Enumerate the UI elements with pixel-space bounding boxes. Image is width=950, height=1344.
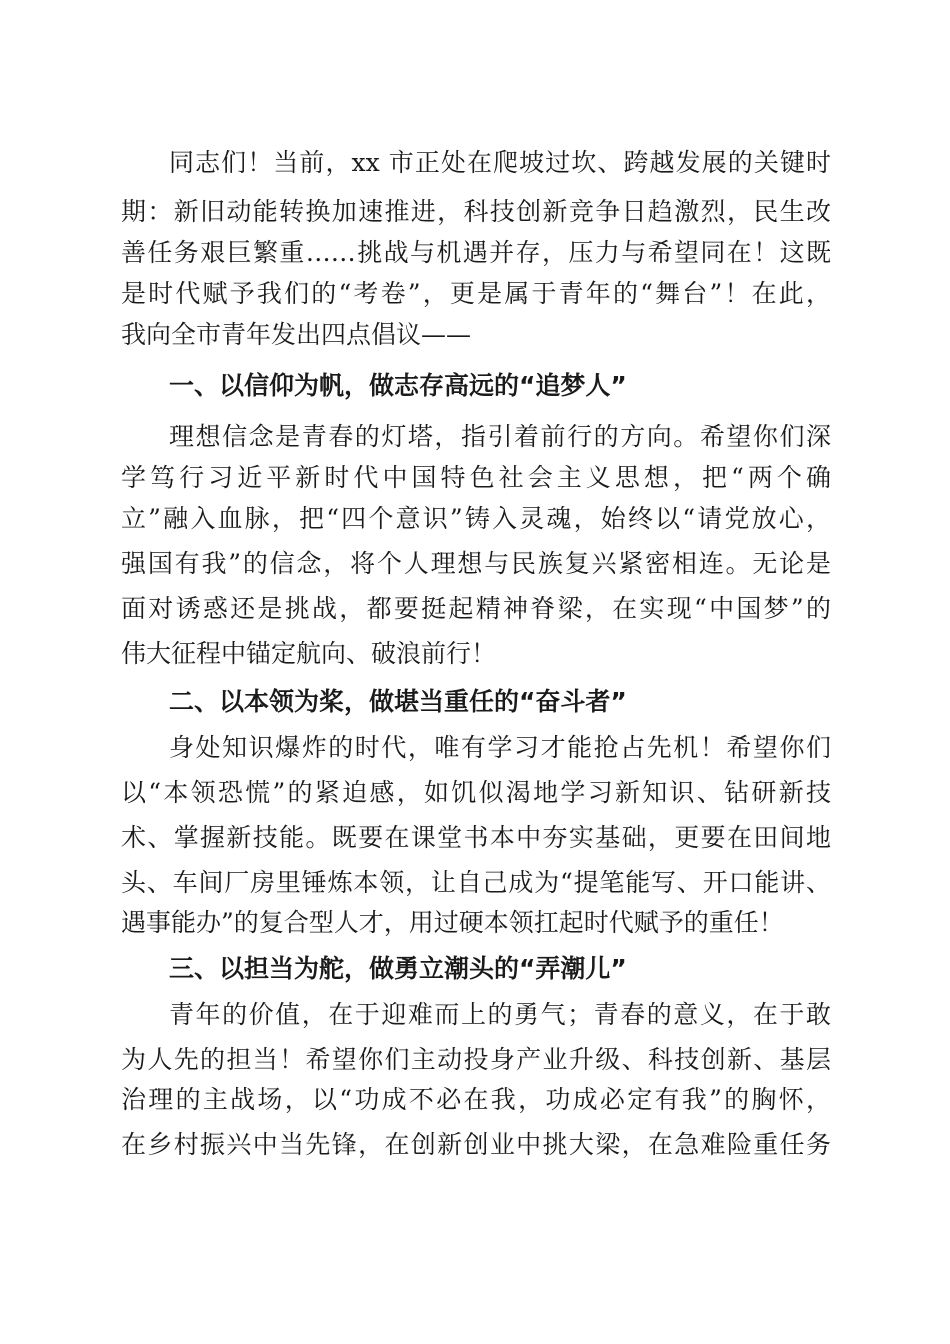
intro-line-5: 我向全市青年发出四点倡议—— <box>121 320 472 349</box>
section1-line-6: 伟大征程中锚定航向、破浪前行！ <box>121 639 497 668</box>
section1-line-3: 立”融入血脉，把“四个意识”铸入灵魂，始终以“请党放心， <box>121 504 831 533</box>
section1-heading: 一、以信仰为帆，做志存高远的“追梦人” <box>169 371 627 400</box>
intro-line-1: 同志们！当前，xx 市正处在爬坡过坎、跨越发展的关键时 <box>169 148 831 177</box>
section3-heading: 三、以担当为舵，做勇立潮头的“弄潮儿” <box>169 954 627 983</box>
section3-line-4: 在乡村振兴中当先锋，在创新创业中挑大梁，在急难险重任务 <box>121 1130 831 1159</box>
intro-line-2: 期：新旧动能转换加速推进，科技创新竞争日趋激烈，民生改 <box>121 197 831 226</box>
section2-line-3: 术、掌握新技能。既要在课堂书本中夯实基础，更要在田间地 <box>121 823 831 852</box>
section2-line-2: 以“本领恐慌”的紧迫感，如饥似渴地学习新知识、钻研新技 <box>121 778 831 807</box>
section1-line-5: 面对诱惑还是挑战，都要挺起精神脊梁，在实现“中国梦”的 <box>121 594 831 623</box>
section1-line-2: 学笃行习近平新时代中国特色社会主义思想，把“两个确 <box>121 463 831 492</box>
section3-line-2: 为人先的担当！希望你们主动投身产业升级、科技创新、基层 <box>121 1045 831 1074</box>
section3-line-1: 青年的价值，在于迎难而上的勇气；青春的意义，在于敢 <box>169 1000 831 1029</box>
intro-line-3: 善任务艰巨繁重……挑战与机遇并存，压力与希望同在！这既 <box>121 238 831 267</box>
section1-line-1: 理想信念是青春的灯塔，指引着前行的方向。希望你们深 <box>169 422 831 451</box>
section2-line-1: 身处知识爆炸的时代，唯有学习才能抢占先机！希望你们 <box>169 733 831 762</box>
section3-line-3: 治理的主战场，以“功成不必在我，功成必定有我”的胸怀， <box>121 1085 831 1114</box>
section2-line-4: 头、车间厂房里锤炼本领，让自己成为“提笔能写、开口能讲、 <box>121 868 831 897</box>
intro-line-4: 是时代赋予我们的“考卷”，更是属于青年的“舞台”！在此， <box>121 279 831 308</box>
section1-line-4: 强国有我”的信念，将个人理想与民族复兴紧密相连。无论是 <box>121 549 831 578</box>
section2-heading: 二、以本领为桨，做堪当重任的“奋斗者” <box>169 687 627 716</box>
section2-line-5: 遇事能办”的复合型人才，用过硬本领扛起时代赋予的重任！ <box>121 908 784 937</box>
